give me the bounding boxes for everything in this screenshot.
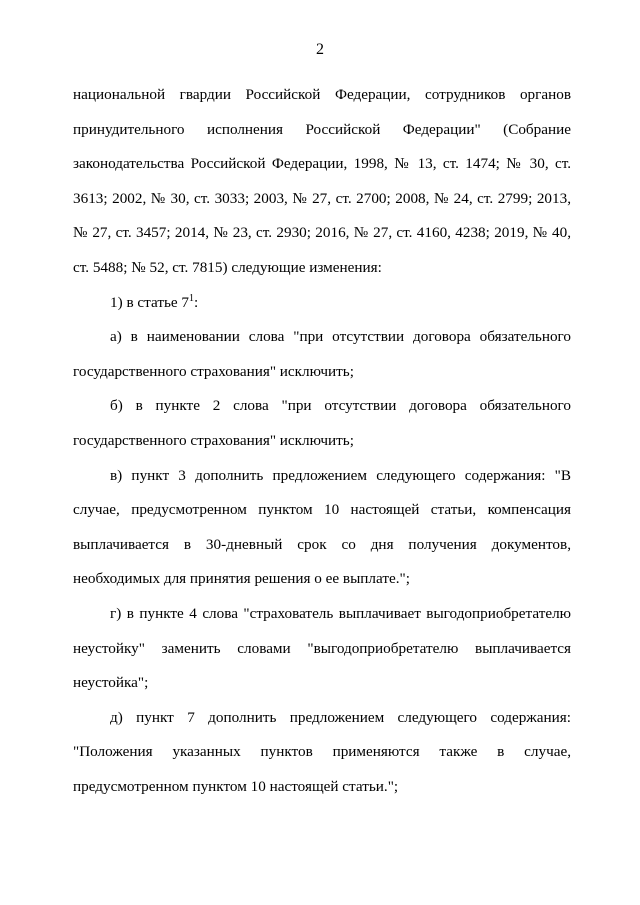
document-body	[73, 78, 571, 804]
paragraph-item-b: б) в пункте 2 слова "при отсутствии договора обязательного государственного страхования" исключить;	[73, 397, 571, 449]
item-1-colon: :	[194, 293, 199, 311]
paragraph-item-a: а) в наименовании слова "при отсутствии договора обязательного государственного страхования" исключить;	[73, 328, 571, 380]
item-1-text: 1) в статье 7	[110, 293, 190, 311]
paragraph-intro: национальной гвардии Российской Федерации, сотрудников органов принудительного исполнения Российской Федерации" (Собрание законодательства Российской Федерации, 1998, № 13, ст. 1474; № 30, ст. 3613; 2002, № 30, ст. 3033; 2003, № 27, ст. 2700; 2008, № 24, ст. 2799; 2013, № 27, ст. 3457; 2014, № 23, ст. 2930; 2016, № 27, ст. 4160, 4238; 2019, № 40, ст. 5488; № 52, ст. 7815) следующие изменения:	[73, 86, 571, 276]
page-number: 2	[316, 41, 324, 58]
item-1-superscript: 1	[189, 292, 195, 304]
paragraph-item-1	[73, 286, 571, 321]
paragraph-item-d: д) пункт 7 дополнить предложением следующего содержания: "Положения указанных пунктов применяются также в случае, предусмотренном пунктом 10 настоящей статьи.";	[73, 708, 571, 795]
paragraph-item-v: в) пункт 3 дополнить предложением следующего содержания: "В случае, предусмотренном пунктом 10 настоящей статьи, компенсация выплачивается в 30-дневный срок со дня получения документов, необходимых для принятия решения о ее выплате.";	[73, 466, 571, 588]
paragraph-item-g: г) в пункте 4 слова "страхователь выплачивает выгодоприобретателю неустойку" заменить словами "выгодоприобретателю выплачивается неустойка";	[73, 604, 571, 692]
